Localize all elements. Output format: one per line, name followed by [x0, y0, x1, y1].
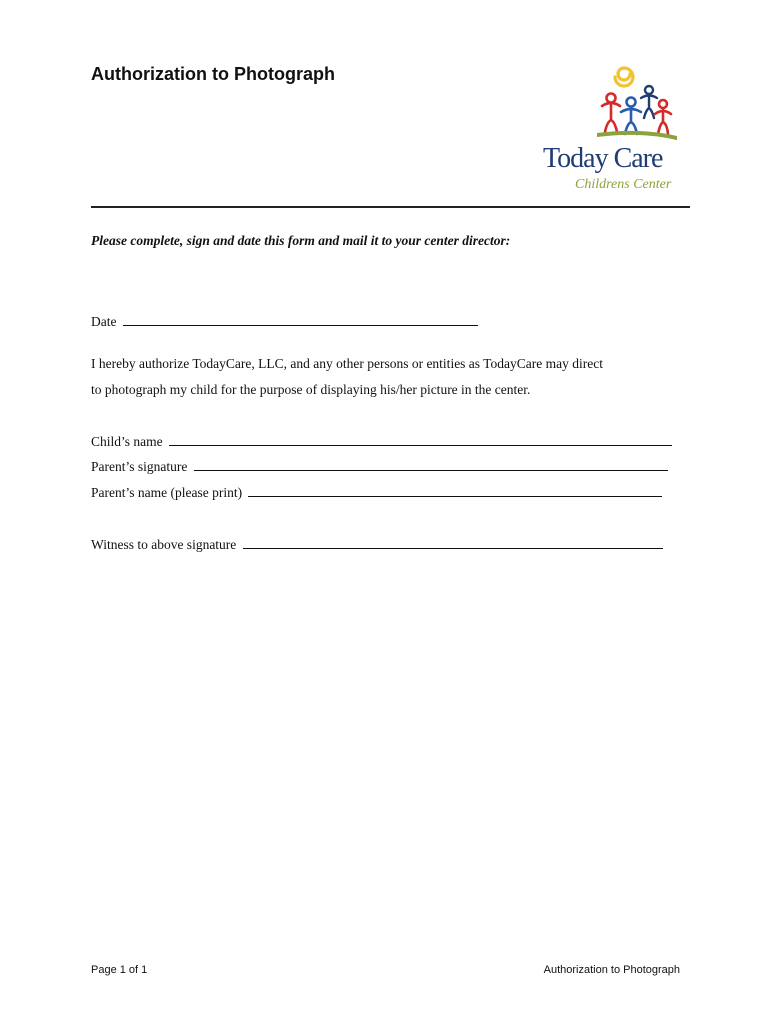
todaycare-logo	[535, 60, 690, 205]
parent-name-label: Parent’s name (please print)	[91, 485, 243, 500]
parent-signature-label: Parent’s signature	[91, 459, 188, 474]
authorization-line-1: I hereby authorize TodayCare, LLC, and any other persons or entities as TodayCare may direct	[91, 356, 603, 371]
parent-name-blank-line[interactable]	[248, 484, 662, 497]
footer-page-number: Page 1 of 1	[91, 964, 148, 976]
child-name-blank-line[interactable]	[169, 433, 672, 446]
child-name-field[interactable]	[91, 433, 672, 450]
authorization-line-2: to photograph my child for the purpose of displaying his/her picture in the center.	[91, 382, 531, 397]
date-label: Date	[91, 314, 117, 329]
child-name-label: Child’s name	[91, 434, 163, 449]
document-title: Authorization to Photograph	[91, 64, 335, 84]
date-field[interactable]	[91, 313, 478, 330]
date-blank-line[interactable]	[123, 313, 478, 326]
witness-label: Witness to above signature	[91, 537, 237, 552]
parent-signature-blank-line[interactable]	[194, 458, 668, 471]
witness-blank-line[interactable]	[243, 536, 663, 549]
instruction-text: Please complete, sign and date this form and mail it to your center director:	[91, 233, 511, 248]
parent-signature-field[interactable]	[91, 458, 668, 475]
logo-brand-name: Today Care	[543, 143, 663, 174]
footer-document-name: Authorization to Photograph	[543, 964, 680, 976]
children-figures-icon	[597, 60, 677, 148]
header-divider	[91, 206, 690, 208]
witness-field[interactable]	[91, 536, 663, 553]
logo-subtitle: Childrens Center	[575, 177, 672, 192]
parent-name-field[interactable]	[91, 484, 662, 501]
